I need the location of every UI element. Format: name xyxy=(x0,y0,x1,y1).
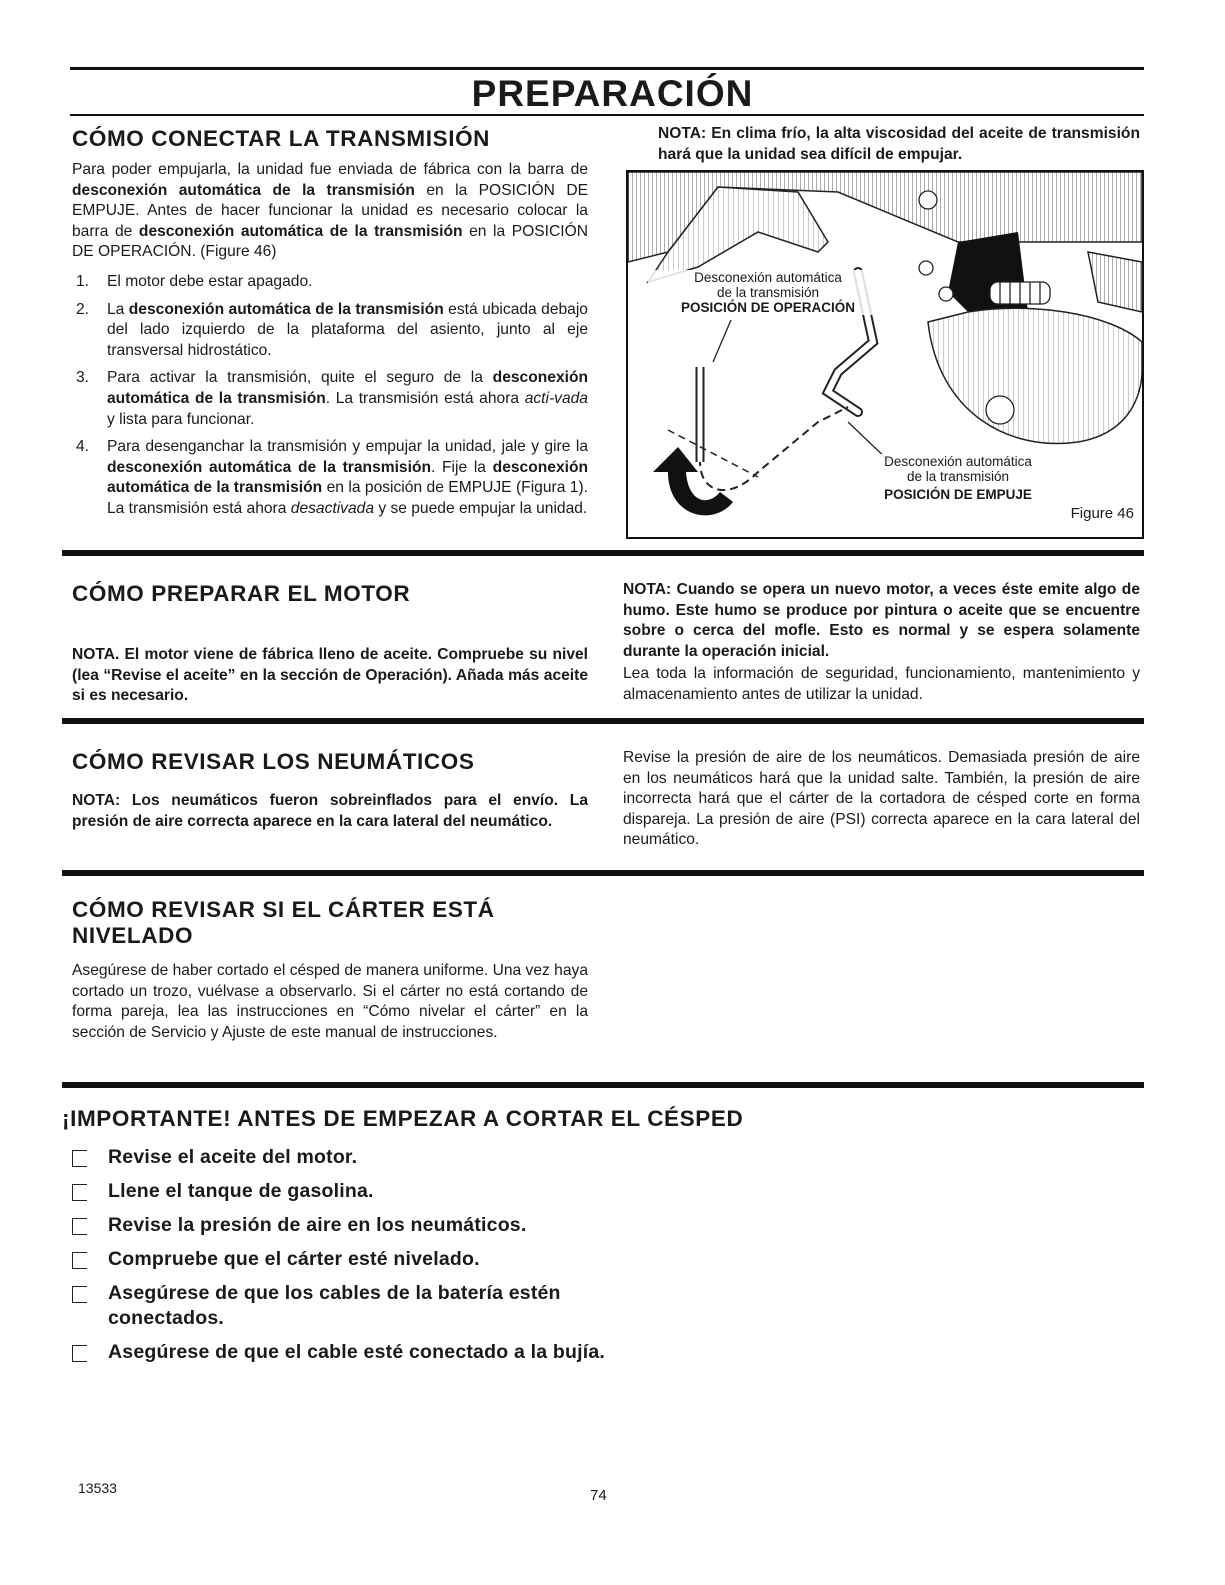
transmission-note: NOTA: En clima frío, la alta viscosidad del aceite de transmisión hará que la unidad sea difícil de empujar. xyxy=(658,125,1140,163)
checklist-item: Asegúrese de que los cables de la batería estén conectados. xyxy=(62,1281,622,1331)
list-item: 1. El motor debe estar apagado. xyxy=(76,272,313,290)
tires-heading: CÓMO REVISAR LOS NEUMÁTICOS xyxy=(72,749,475,774)
section-divider xyxy=(62,718,1144,724)
title-underline xyxy=(70,114,1144,116)
checkbox-icon xyxy=(72,1150,87,1167)
transmission-column xyxy=(72,160,588,527)
checkbox-icon xyxy=(72,1345,87,1362)
checkbox-icon xyxy=(72,1286,87,1303)
engine-note-right: NOTA: Cuando se opera un nuevo motor, a veces éste emite algo de humo. Este humo se produce por pintura o aceite que se encuentre sobre o cerca del mofle. Esto es normal y se espera solamente durante la operación inicial. xyxy=(623,581,1140,660)
list-item: 2. La desconexión automática de la transmisión está ubicada debajo del lado izquierdo de la plataforma del asiento, junto al eje transversal hidrostático. xyxy=(76,300,588,359)
top-rule xyxy=(70,67,1144,70)
important-heading: ¡IMPORTANTE! ANTES DE EMPEZAR A CORTAR EL CÉSPED xyxy=(62,1106,744,1131)
push-position-label: Desconexión automática de la transmisión POSICIÓN DE EMPUJE xyxy=(858,454,1058,502)
page-number: 74 xyxy=(590,1487,607,1504)
transmission-steps xyxy=(72,272,588,520)
engine-text-right: Lea toda la información de seguridad, funcionamiento, mantenimiento y almacenamiento antes de utilizar la unidad. xyxy=(623,665,1140,703)
document-number: 13533 xyxy=(78,1480,117,1496)
engine-note-left: NOTA. El motor viene de fábrica lleno de aceite. Compruebe su nivel (lea “Revise el aceite” en la sección de Operación). Añada más aceite si es necesario. xyxy=(72,646,588,705)
transmission-intro: Para poder empujarla, la unidad fue enviada de fábrica con la barra de desconexión automática de la transmisión en la POSICIÓN DE EMPUJE. Antes de hacer funcionar la unidad es necesario colocar la barra de desconexión automática de la transmisión en la POSICIÓN DE OPERACIÓN. (Figure 46) xyxy=(72,161,588,261)
checklist-item: Asegúrese de que el cable esté conectado a la bujía. xyxy=(62,1340,622,1365)
deck-heading: CÓMO REVISAR SI EL CÁRTER ESTÁ NIVELADO xyxy=(72,897,495,948)
checklist-item: Revise el aceite del motor. xyxy=(62,1145,622,1170)
operation-position-label: Desconexión automática de la transmisión POSICIÓN DE OPERACIÓN xyxy=(648,270,888,315)
engine-heading: CÓMO PREPARAR EL MOTOR xyxy=(72,581,411,606)
list-item: 4. Para desenganchar la transmisión y empujar la unidad, jale y gire la desconexión automática de la transmisión. Fije la desconexión automática de la transmisión en la posición de EMPUJE (Figura 1). La transmisión está ahora desactivada y se puede empujar la unidad. xyxy=(76,438,588,517)
checkbox-icon xyxy=(72,1184,87,1201)
checklist-item: Revise la presión de aire en los neumáticos. xyxy=(62,1213,622,1238)
list-item: 3. Para activar la transmisión, quite el seguro de la desconexión automática de la transmisión. La transmisión está ahora acti-vada y lista para funcionar. xyxy=(76,369,588,428)
checkbox-icon xyxy=(72,1252,87,1269)
transmission-heading: CÓMO CONECTAR LA TRANSMISIÓN xyxy=(72,126,491,151)
figure-caption: Figure 46 xyxy=(1070,505,1134,522)
page-title: PREPARACIÓN xyxy=(471,73,754,114)
figure-46 xyxy=(626,170,1144,539)
checkbox-icon xyxy=(72,1218,87,1235)
section-divider xyxy=(62,1082,1144,1088)
tires-note: NOTA: Los neumáticos fueron sobreinflados para el envío. La presión de aire correcta aparece en la cara lateral del neumático. xyxy=(72,792,588,830)
section-divider xyxy=(62,870,1144,876)
section-divider xyxy=(62,550,1144,556)
deck-text: Asegúrese de haber cortado el césped de manera uniforme. Una vez haya cortado un trozo, vuélvase a observarlo. Si el cárter no está cortando de forma pareja, lea las instrucciones en “Cómo nivelar el cárter” en la sección de Servicio y Ajuste de este manual de instrucciones. xyxy=(72,962,588,1041)
pre-mowing-checklist xyxy=(62,1145,622,1374)
checklist-item: Compruebe que el cárter esté nivelado. xyxy=(62,1247,622,1272)
tires-text: Revise la presión de aire de los neumáticos. Demasiada presión de aire en los neumáticos hará que la unidad salte. También, la presión de aire incorrecta hará que el cárter de la cortadora de césped corte en forma dispareja. La presión de aire (PSI) correcta aparece en la cara lateral del neumático. xyxy=(623,749,1140,849)
checklist-item: Llene el tanque de gasolina. xyxy=(62,1179,622,1204)
